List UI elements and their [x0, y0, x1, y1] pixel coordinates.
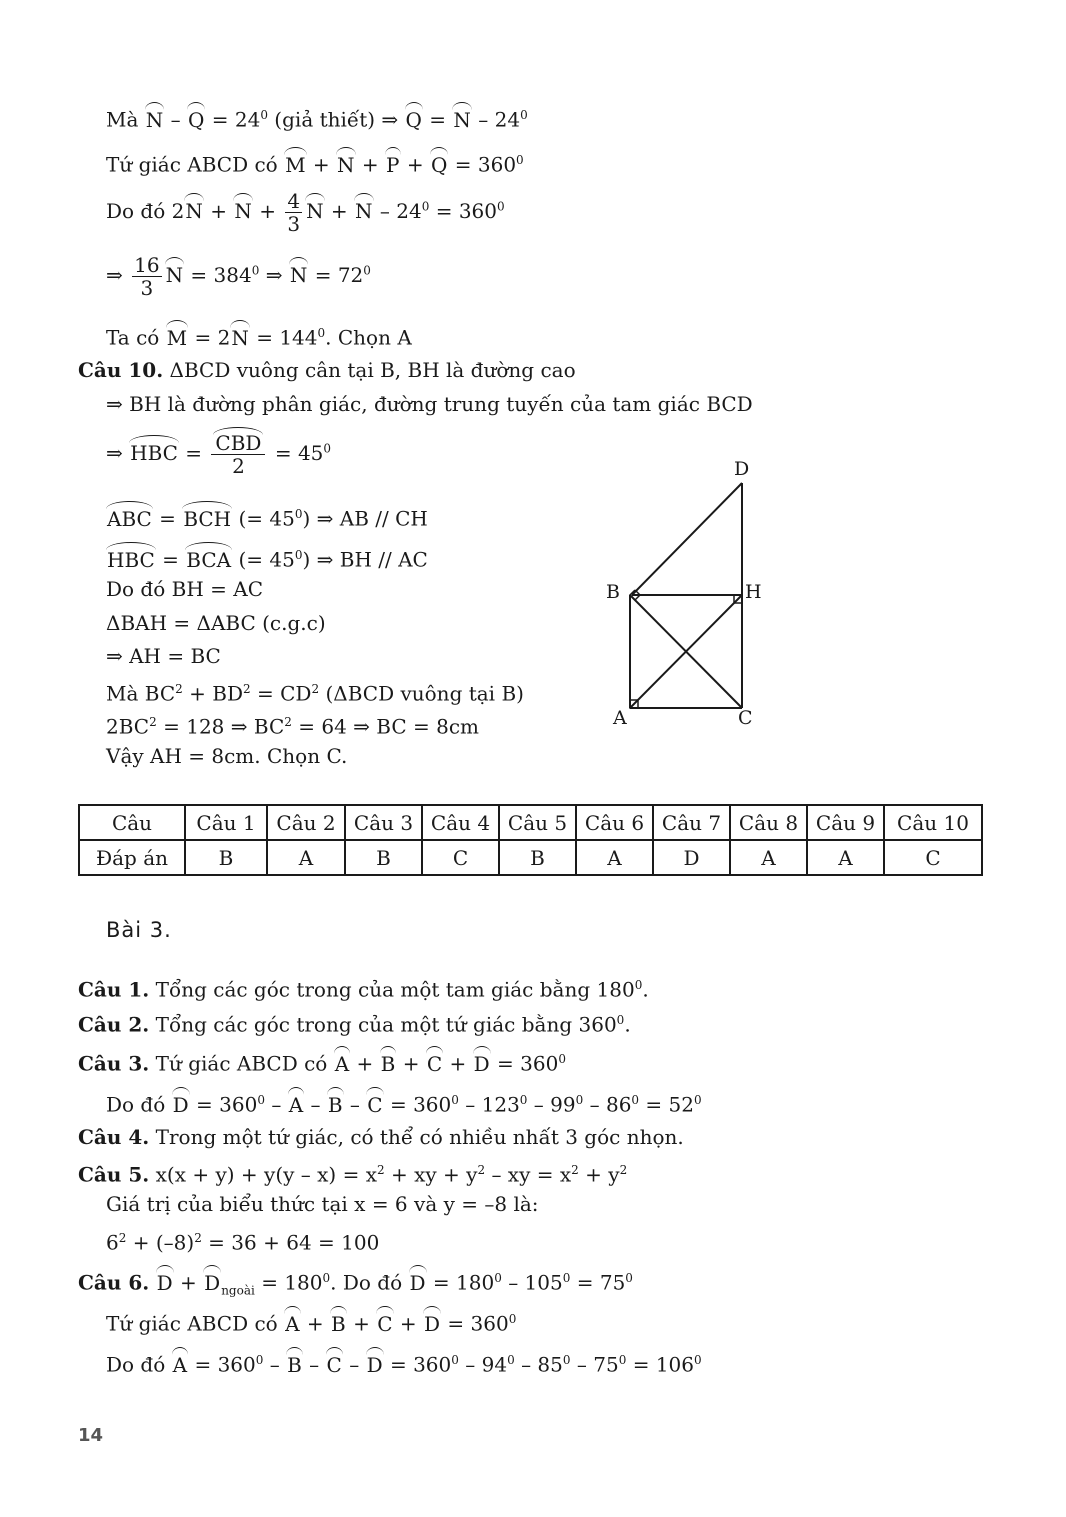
table-cell: Câu 1: [185, 805, 267, 840]
table-cell: Câu 3: [345, 805, 422, 840]
line-triangles-congruent: ΔBAH = ΔABC (c.g.c): [106, 611, 326, 635]
bai3-cau-5-line2: Giá trị của biểu thức tại x = 6 và y = –8 là:: [106, 1192, 539, 1216]
bai3-cau-3: Câu 3. Tứ giác ABCD có $A + B + C + D = 360^0$: [78, 1051, 566, 1076]
table-cell: Câu 7: [653, 805, 730, 840]
line-bh-ac: Do đó BH = AC: [106, 577, 263, 601]
table-cell: Câu 9: [807, 805, 884, 840]
label-h: H: [745, 581, 762, 603]
bai3-cau-2: Câu 2. Tổng các góc trong của một tứ giác bằng $360^0$.: [78, 1012, 631, 1037]
table-cell: Câu 4: [422, 805, 499, 840]
fraction-cbd-2: $\frac{\text{CBD}}{2}$: [211, 432, 265, 477]
page-number: 14: [78, 1425, 104, 1446]
line-bh-bisector: ⇒ BH là đường phân giác, đường trung tuyến của tam giác BCD: [106, 392, 753, 416]
table-cell: Câu: [79, 805, 185, 840]
fraction-16-3: $\frac{16}{3}$: [134, 253, 160, 300]
bai3-cau-5: Câu 5. $x(x + y) + y(y - x) = x^2$ + xy + $y^2$ – xy = $x^2 + y^2$: [78, 1162, 628, 1187]
table-cell: A: [576, 840, 653, 875]
table-cell: B: [345, 840, 422, 875]
bai3-cau-6-line2: Tứ giác ABCD có $A + B + C + D = 360^0$: [106, 1311, 517, 1336]
line-ah-bc: ⇒ AH = BC: [106, 644, 221, 668]
table-cell: Câu 6: [576, 805, 653, 840]
bai3-cau-3-solution: Do đó $D = 360^0 - A - B - C = 360^0 - 123^0 - 99^0 - 86^0 = 52^0$: [106, 1092, 702, 1117]
line-m-equals-144: Ta có $M = 2N = 144^0$. Chọn A: [106, 325, 412, 350]
line-angle-sum: Tứ giác ABCD có $M + N + P + Q = 360^0$: [106, 152, 524, 177]
table-cell: A: [267, 840, 345, 875]
bai3-cau-4: Câu 4. Trong một tứ giác, có thể có nhiều nhất 3 góc nhọn.: [78, 1125, 684, 1149]
label-c: C: [738, 707, 753, 729]
table-cell: A: [807, 840, 884, 875]
line-conclusion: Vậy AH = 8cm. Chọn C.: [106, 744, 348, 768]
line-n-equals-72: ⇒ $\frac{16}{3}$ $N = 384^0$ ⇒ $N = 72^0$: [106, 253, 371, 300]
line-pythagoras: Mà $BC^2 + BD^2 = CD^2$ (ΔBCD vuông tại B): [106, 681, 524, 706]
label-b: B: [606, 581, 620, 603]
line-hbc-45: ⇒ HBC = $\frac{\text{CBD}}{2}$ = $45^0$: [106, 431, 332, 478]
label-d: D: [734, 458, 750, 480]
bai3-cau-1: Câu 1. Tổng các góc trong của một tam giác bằng $180^0$.: [78, 977, 649, 1002]
table-cell: C: [884, 840, 982, 875]
geometry-figure: [590, 450, 770, 740]
segment-bd: [632, 483, 742, 595]
fraction-4-3: $\frac{4}{3}$: [287, 189, 301, 236]
table-cell: Câu 5: [499, 805, 576, 840]
table-cell: Câu 2: [267, 805, 345, 840]
line-hbc-bca: HBC = BCA (= $45^0$) ⇒ BH // AC: [107, 547, 428, 572]
table-cell: A: [730, 840, 807, 875]
bai3-cau-6-line3: Do đó $A = 360^0 - B - C - D = 360^0 - 94^0 - 85^0 - 75^0 = 106^0$: [106, 1352, 702, 1377]
line-abc-bch: ABC = BCH (= $45^0$) ⇒ AB // CH: [107, 506, 428, 531]
section-title-bai-3: Bài 3.: [106, 918, 172, 942]
bai3-cau-6: Câu 6. $D + D_{ngoài} = 180^0$. Do đó $D = 180^0 - 105^0 = 75^0$: [78, 1270, 633, 1298]
table-cell: C: [422, 840, 499, 875]
answer-table: [78, 804, 983, 876]
table-cell: Câu 10: [884, 805, 982, 840]
table-cell: Đáp án: [79, 840, 185, 875]
table-cell: B: [499, 840, 576, 875]
line-bc-8cm: $2BC^2 = 128$ ⇒ $BC^2 = 64$ ⇒ BC = 8cm: [106, 714, 480, 739]
table-cell: B: [185, 840, 267, 875]
table-header-row: [79, 805, 982, 840]
table-cell: D: [653, 840, 730, 875]
table-cell: Câu 8: [730, 805, 807, 840]
label-a: A: [613, 707, 627, 729]
cau-10-heading: Câu 10. ΔBCD vuông cân tại B, BH là đường cao: [78, 358, 576, 382]
line-n-minus-q: Mà $N - Q = 24^0$ (giả thiết) ⇒ $Q = N - 24^0$: [106, 107, 528, 132]
line-do-do-equation: Do đó 2N + N + $\frac{4}{3}$ $N + N - 24^0 = 360^0$: [106, 189, 505, 236]
bai3-cau-5-line3: $6^2 + (-8)^2 = 36 + 64 = 100$: [106, 1230, 380, 1255]
table-answer-row: [79, 840, 982, 875]
